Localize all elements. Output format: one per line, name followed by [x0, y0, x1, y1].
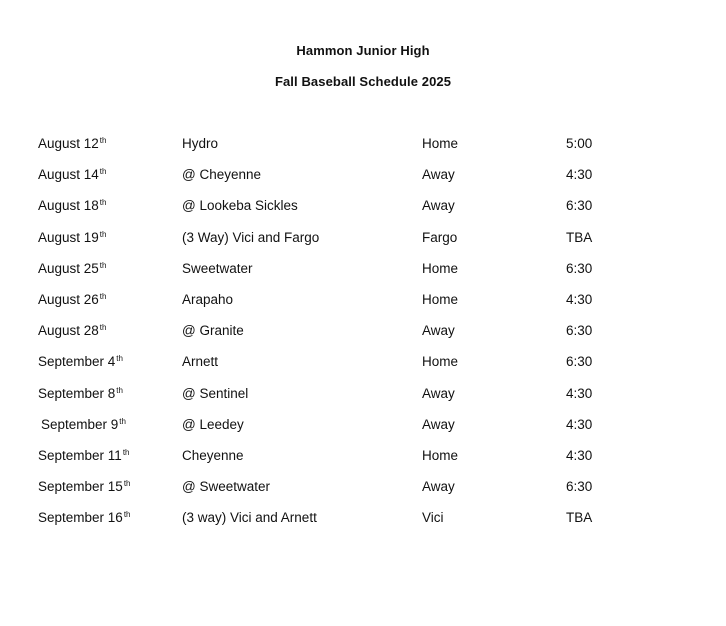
- game-opponent: (3 way) Vici and Arnett: [182, 510, 317, 526]
- game-location: Home: [422, 447, 459, 463]
- game-time: 6:30: [566, 260, 593, 276]
- game-opponent: @ Lookeba Sickles: [182, 198, 298, 214]
- schedule-title: Fall Baseball Schedule 2025: [274, 74, 452, 89]
- game-opponent: Arapaho: [182, 291, 234, 307]
- game-date: September 4th: [38, 354, 123, 370]
- game-date: August 25th: [38, 260, 107, 276]
- game-opponent: @ Sweetwater: [182, 479, 270, 495]
- table-row: [0, 323, 726, 354]
- game-location: Away: [422, 479, 455, 495]
- game-date: August 12th: [38, 136, 107, 151]
- game-opponent: @ Leedey: [182, 416, 244, 432]
- table-row: [0, 136, 726, 167]
- game-location: Home: [422, 354, 459, 370]
- game-date: August 19th: [38, 229, 107, 245]
- table-row: [0, 230, 726, 261]
- game-date: September 15th: [38, 479, 131, 495]
- game-opponent: Sweetwater: [182, 260, 253, 276]
- table-row: [0, 448, 726, 479]
- game-opponent: (3 Way) Vici and Fargo: [182, 229, 320, 245]
- game-date: September 11th: [38, 447, 130, 463]
- game-location: Away: [422, 416, 455, 432]
- table-row: [0, 167, 726, 198]
- game-time: TBA: [566, 229, 593, 245]
- game-time: 6:30: [566, 479, 593, 495]
- game-opponent: Cheyenne: [182, 447, 244, 463]
- game-opponent: @ Cheyenne: [182, 167, 262, 183]
- game-time: 4:30: [566, 167, 593, 183]
- game-date: September 9th: [41, 416, 126, 432]
- game-time: 4:30: [566, 385, 593, 401]
- table-row: [0, 261, 726, 292]
- game-location: Fargo: [422, 229, 458, 245]
- game-time: 6:30: [566, 354, 593, 370]
- table-row: [0, 417, 726, 448]
- game-location: Away: [422, 385, 455, 401]
- table-row: [0, 510, 726, 541]
- game-time: TBA: [566, 510, 593, 526]
- game-location: Home: [422, 291, 459, 307]
- game-date: August 18th: [38, 198, 107, 214]
- schedule-table: [0, 136, 726, 541]
- game-opponent: @ Sentinel: [182, 385, 249, 401]
- game-date: September 8th: [38, 385, 123, 401]
- table-row: [0, 354, 726, 385]
- school-title: Hammon Junior High: [296, 43, 430, 58]
- table-row: [0, 292, 726, 323]
- game-time: 6:30: [566, 198, 593, 214]
- game-opponent: Arnett: [182, 354, 219, 370]
- table-row: [0, 479, 726, 510]
- table-row: [0, 198, 726, 229]
- game-opponent: @ Granite: [182, 323, 244, 339]
- game-time: 4:30: [566, 416, 593, 432]
- game-date: August 26th: [38, 291, 107, 307]
- game-location: Away: [422, 198, 455, 214]
- game-location: Home: [422, 260, 459, 276]
- game-location: Home: [422, 136, 459, 151]
- game-time: 5:00: [566, 136, 593, 151]
- game-time: 4:30: [566, 447, 593, 463]
- game-time: 4:30: [566, 291, 593, 307]
- game-opponent: Hydro: [182, 136, 219, 151]
- game-time: 6:30: [566, 323, 593, 339]
- table-row: [0, 386, 726, 417]
- game-location: Away: [422, 167, 455, 183]
- game-location: Vici: [422, 510, 444, 526]
- game-date: August 28th: [38, 323, 107, 339]
- game-date: September 16th: [38, 510, 131, 526]
- game-date: August 14th: [38, 167, 107, 183]
- game-location: Away: [422, 323, 455, 339]
